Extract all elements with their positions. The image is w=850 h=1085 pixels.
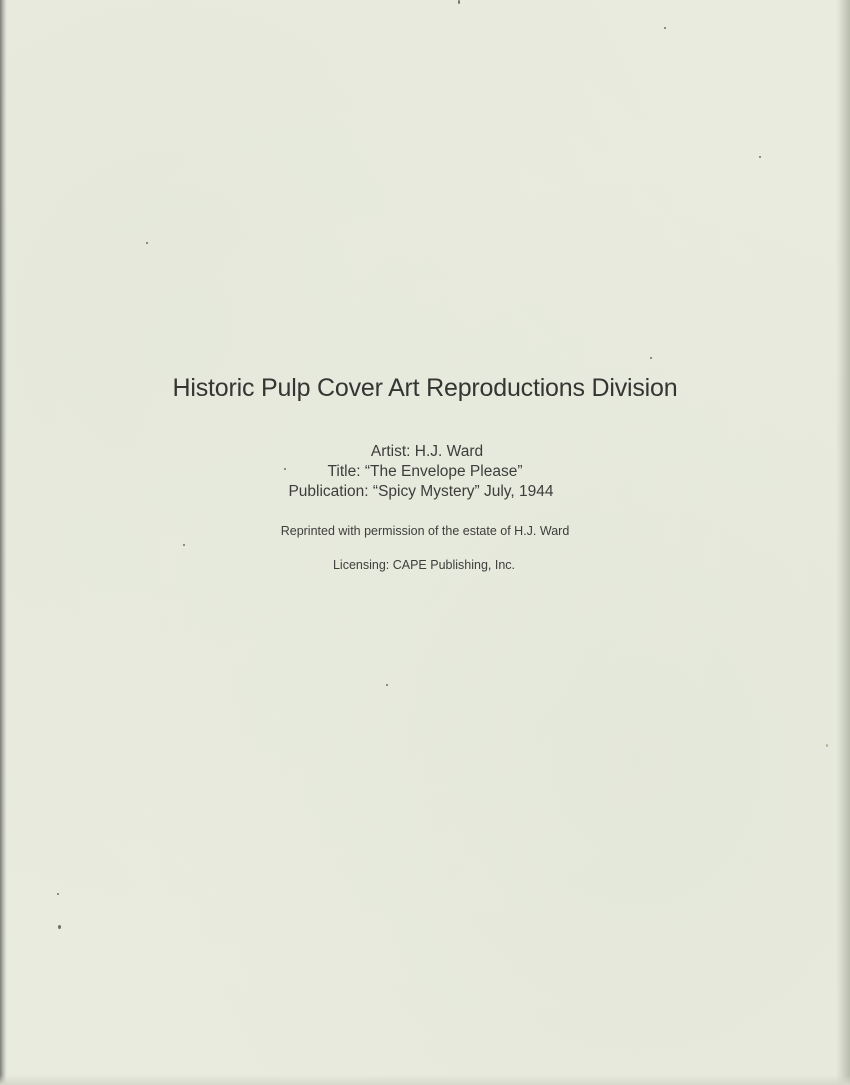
publication-line: Publication: “Spicy Mystery” July, 1944 — [288, 483, 554, 500]
artist-line: Artist: H.J. Ward — [370, 443, 484, 460]
dust-speck — [458, 0, 460, 4]
dust-speck — [58, 925, 61, 929]
dust-speck — [183, 544, 185, 546]
page-bottom-edge — [0, 1075, 850, 1085]
reprint-permission-line: Reprinted with permission of the estate of H.J. Ward — [280, 524, 570, 538]
dust-speck — [386, 684, 388, 686]
page-right-edge — [836, 0, 850, 1085]
dust-speck — [650, 357, 652, 359]
dust-speck — [664, 27, 666, 29]
dust-speck — [146, 242, 148, 244]
dust-speck — [826, 744, 828, 747]
dust-speck — [759, 156, 761, 158]
page-title: Historic Pulp Cover Art Reproductions Division — [172, 374, 678, 402]
artwork-title-line: Title: “The Envelope Please” — [327, 463, 523, 480]
dust-speck — [57, 893, 59, 895]
page-left-edge — [0, 0, 7, 1085]
licensing-line: Licensing: CAPE Publishing, Inc. — [332, 558, 516, 572]
